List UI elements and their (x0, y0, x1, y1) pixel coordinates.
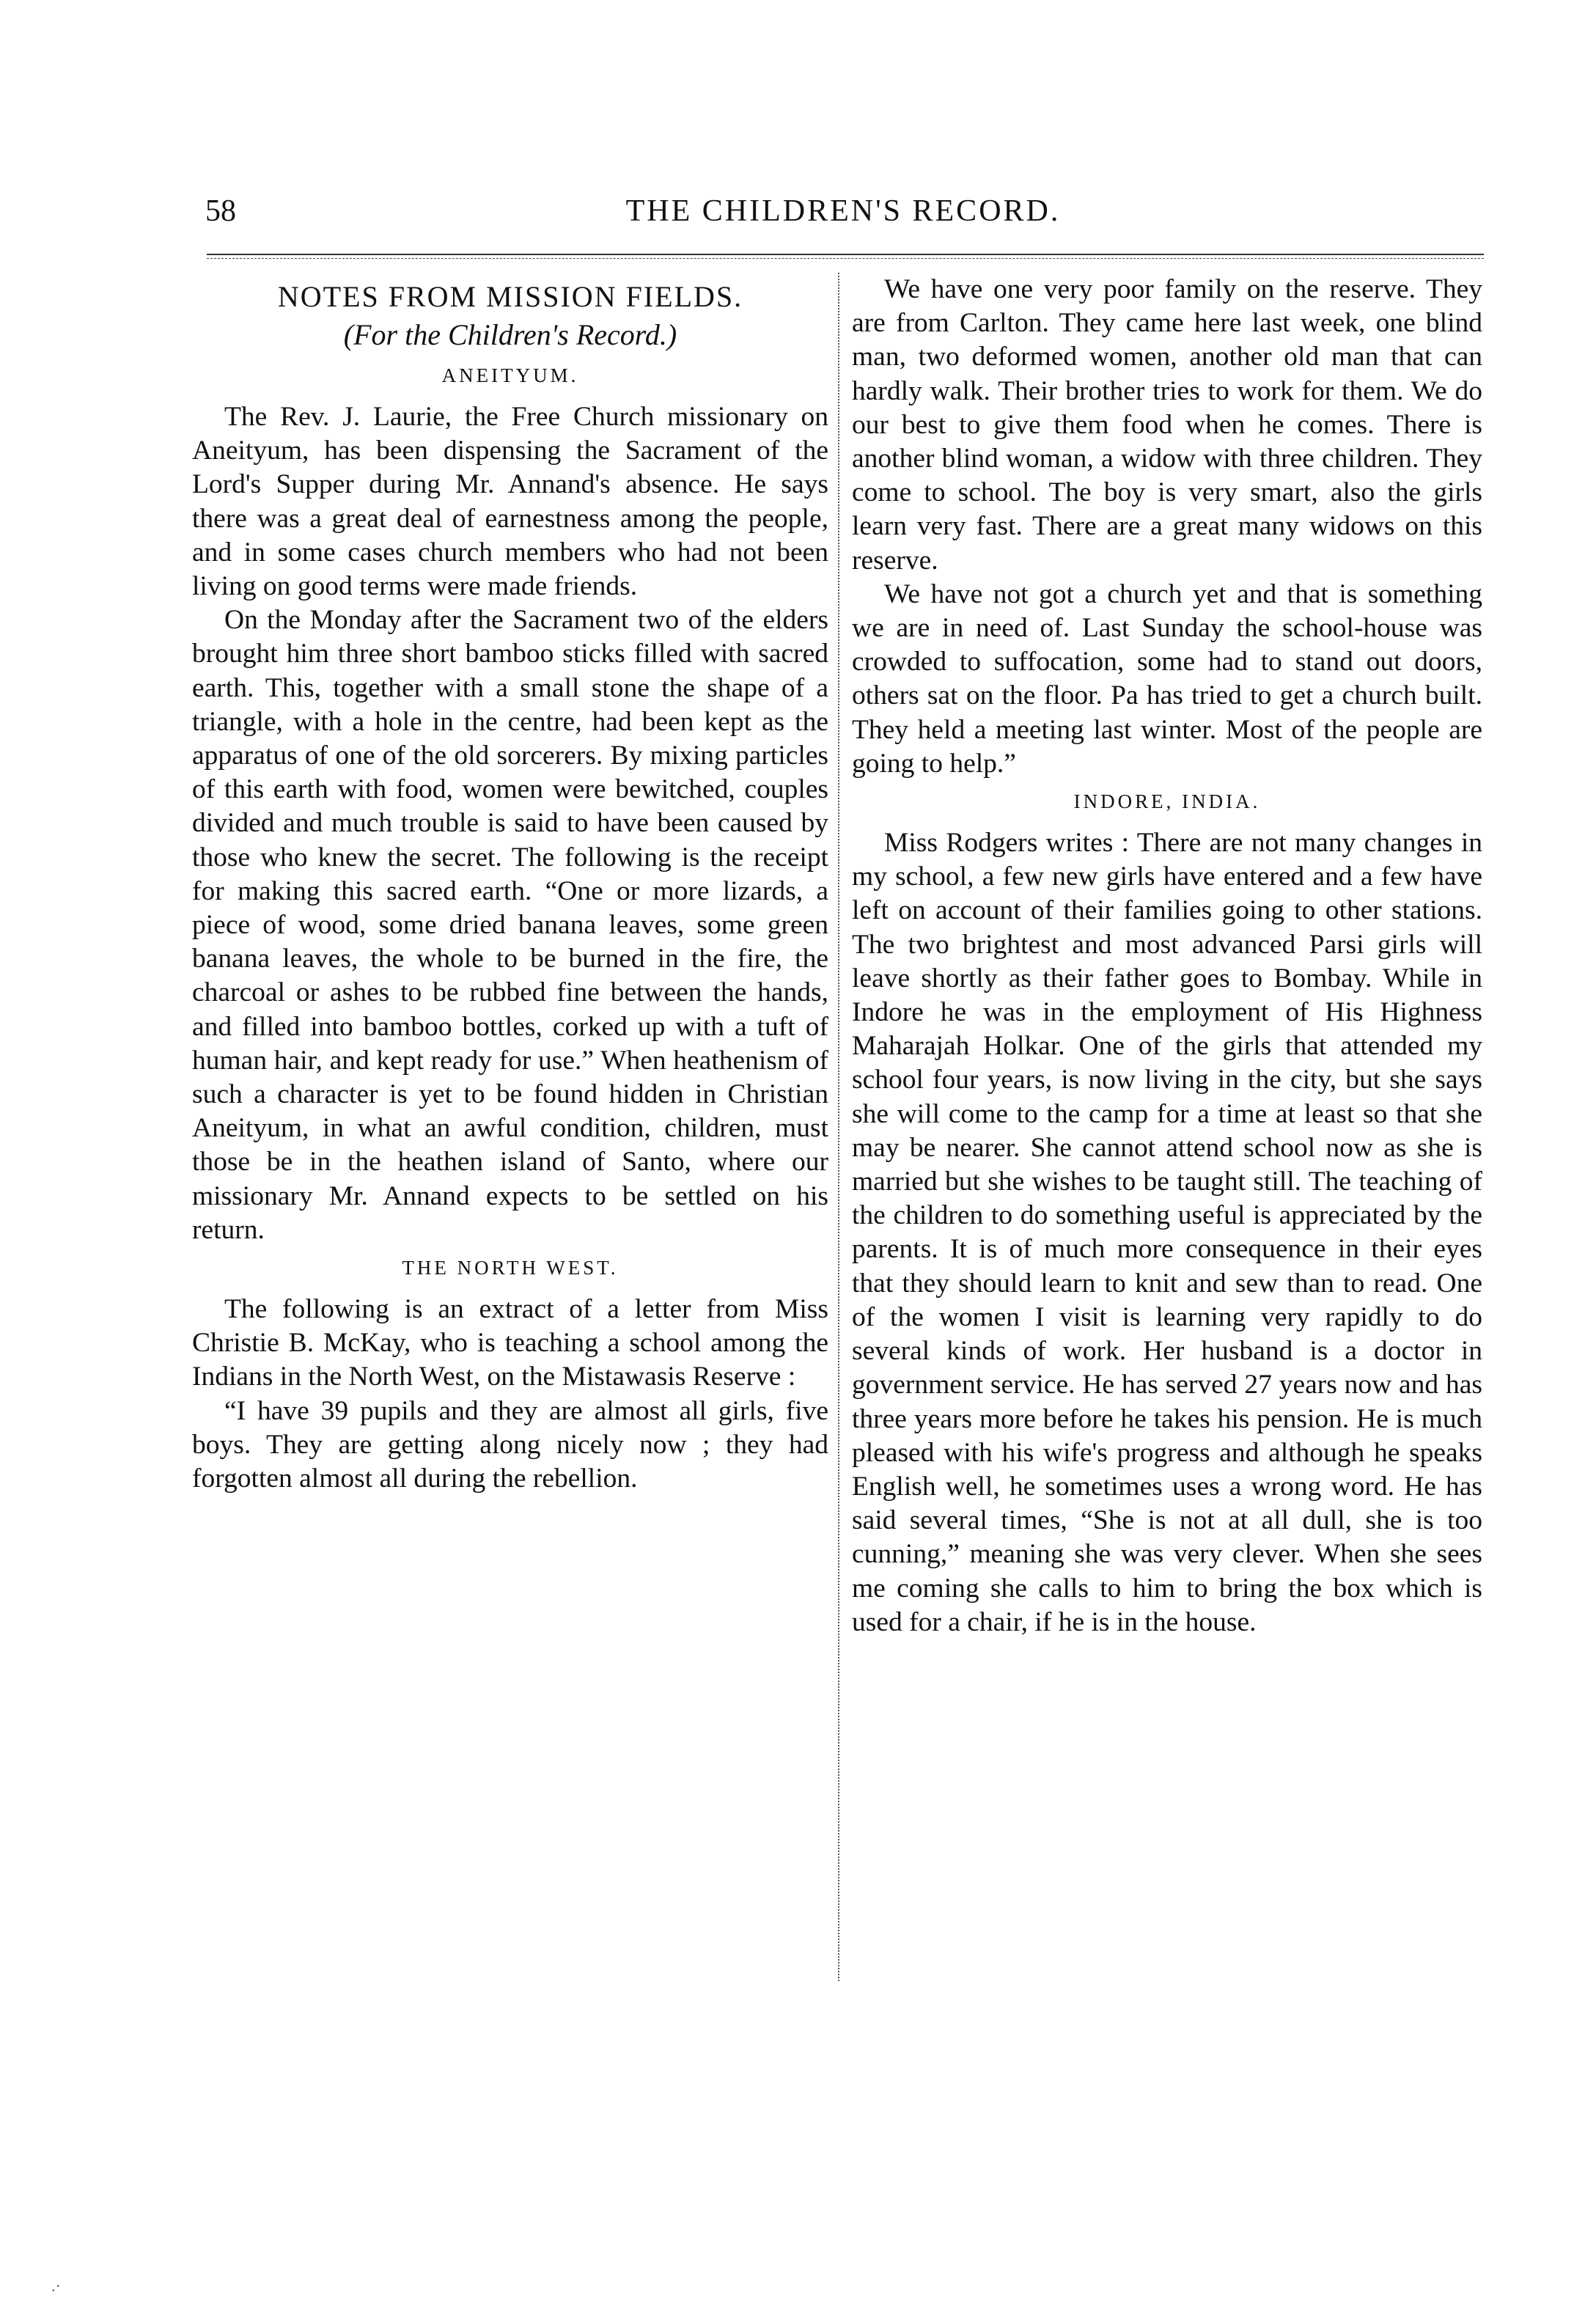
section-heading-north-west: THE NORTH WEST. (402, 1257, 619, 1279)
header-rule-dashed (207, 258, 1484, 259)
page-number: 58 (205, 194, 236, 228)
section-heading-aneityum: ANEITYUM. (441, 364, 579, 386)
scan-speck: .· (51, 2277, 61, 2295)
page-header (205, 189, 1481, 233)
paragraph: “I have 39 pupils and they are almost all girls, five boys. They are getting along nicely now ; they had forgotten almost all during the rebellion. (192, 1395, 828, 1494)
right-column (852, 273, 1482, 1639)
paragraph: Miss Rodgers writes : There are not many changes in my school, a few new girls have entered and a few have left on account of their families going to other stations. The two brightest and most advanced Parsi girls will leave shortly as their father goes to Bombay. While in Indore he was in the employment of His Highness Maharajah Holkar. One of the girls that attended my school four years, is now living in the city, but she says she will come to the camp for a time at least so that she may be nearer. She cannot attend school now as she is married but she wishes to be taught still. The teaching of the children to do something useful is appreciated by the parents. It is of much more consequence in their eyes that they should learn to knit and sew than to read. One of the women I visit is learning very rapidly to do several kinds of work. Her husband is a doctor in government service. He has served 27 years now and has three years more before he takes his pension. He is much pleased with his wife's progress and although he speaks English well, he sometimes uses a wrong word. He has said several times, “She is not at all dull, she is too cunning,” meaning she was very clever. When she sees me coming she calls to him to bring the box which is used for a chair, if he is in the house. (852, 828, 1482, 1637)
header-rule (207, 254, 1484, 255)
running-title: THE CHILDREN'S RECORD. (625, 194, 1061, 228)
article-subheading: (For the Children's Record.) (343, 318, 677, 351)
paragraph: On the Monday after the Sacrament two of the elders brought him three short bamboo sticks filled with sacred earth. This, together with a small stone the shape of a triangle, with a hole in the centre, had been kept as the apparatus of one of the old sorcerers. By mixing particles of this earth with food, women were bewitched, couples divided and much trouble is said to have been caused by those who knew the secret. The following is the receipt for making this sacred earth. “One or more lizards, a piece of wood, some dried banana leaves, some green banana leaves, the whole to be burned in the fire, the charcoal or ashes to be rubbed fine between the hands, and filled into bamboo bottles, corked up with a tuft of human hair, and kept ready for use.” When heathenism of such a character is yet to be found hidden in Christian Aneityum, in what an awful condition, children, must those be in the heathen island of Santo, where our missionary Mr. Annand expects to be settled on his return. (192, 605, 828, 1245)
paragraph: The following is an extract of a letter from Miss Christie B. McKay, who is teaching a school among the Indians in the North West, on the Mistawasis Reserve : (192, 1294, 828, 1392)
section-heading-indore: INDORE, INDIA. (1073, 790, 1261, 813)
article-heading: NOTES FROM MISSION FIELDS. (277, 280, 743, 313)
left-column (192, 273, 828, 1496)
paragraph: We have one very poor family on the reserve. They are from Carlton. They came here last week, one blind man, two deformed women, another old man that can hardly walk. Their brother tries to work for them. We do our best to give them food when he comes. There is another blind woman, a widow with three children. They come to school. The boy is very smart, also the girls learn very fast. There are a great many widows on this reserve. (852, 274, 1482, 576)
column-divider (838, 273, 839, 1981)
paragraph: We have not got a church yet and that is something we are in need of. Last Sunday the school-house was crowded to suffocation, some had to stand out doors, others sat on the floor. Pa has tried to get a church built. They held a meeting last winter. Most of the people are going to help.” (852, 578, 1482, 779)
paragraph: The Rev. J. Laurie, the Free Church missionary on Aneityum, has been dispensing the Sacrament of the Lord's Supper during Mr. Annand's absence. He says there was a great deal of earnestness among the people, and in some cases church members who had not been living on good terms were made friends. (192, 402, 828, 602)
